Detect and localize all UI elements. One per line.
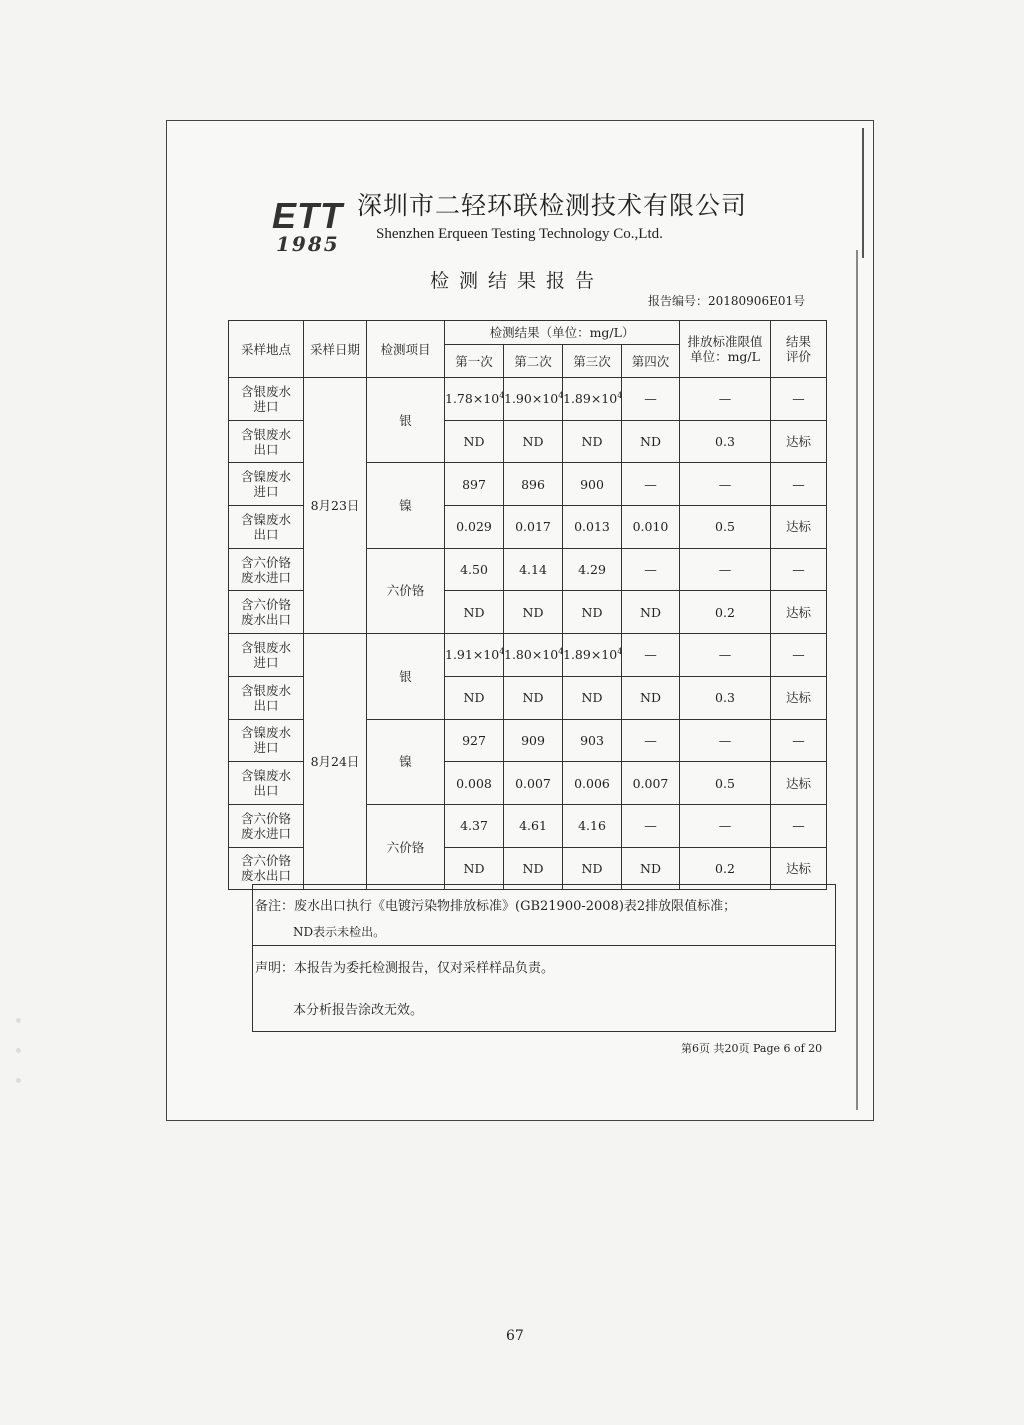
cell-run2-value: 896: [521, 476, 545, 492]
cell-run2-value: 4.14: [519, 562, 547, 578]
cell-site-value: 含六价铬废水进口: [240, 554, 291, 585]
cell-run1-value: 897: [462, 476, 486, 492]
cell-limit: [680, 676, 771, 719]
cell-eval: [771, 548, 827, 591]
cell-run4-value: —: [644, 647, 657, 663]
cell-site: [229, 676, 304, 719]
cell-run2-value: 0.017: [515, 519, 551, 535]
cell-limit-value: 0.5: [715, 519, 735, 535]
cell-eval-value: —: [792, 562, 805, 578]
cell-site-value: 含镍废水进口: [240, 725, 291, 756]
cell-eval-value: —: [792, 647, 805, 663]
cell-run3-value: 0.006: [574, 775, 610, 791]
cell-item: 银: [367, 634, 445, 719]
cell-limit-value: 0.5: [715, 775, 735, 791]
header-result-group: 检测结果（单位：mg/L）: [445, 321, 680, 345]
cell-run1: [445, 676, 504, 719]
cell-eval-value: 达标: [785, 519, 811, 535]
cell-run3: [563, 762, 622, 805]
cell-limit-value: —: [718, 647, 732, 663]
cell-eval: [771, 634, 827, 677]
cell-limit-value: —: [718, 818, 732, 834]
cell-run2-value: 909: [521, 732, 545, 748]
cell-site: [229, 506, 304, 549]
cell-run2: [504, 463, 563, 506]
cell-run3-value: 903: [580, 732, 604, 748]
company-name-cn: 深圳市二轻环联检测技术有限公司: [357, 191, 748, 220]
cell-run4: [622, 676, 680, 719]
cell-limit-value: 0.2: [715, 860, 735, 876]
cell-run2-value: 4.61: [519, 818, 547, 834]
cell-run3-value: 0.013: [574, 519, 610, 535]
report-title: 检测结果报告: [430, 270, 605, 292]
cell-run4: [622, 548, 680, 591]
cell-run2-value: ND: [522, 604, 544, 620]
cell-item: 镍: [367, 463, 445, 548]
cell-run1-value: 1.91×10: [445, 647, 500, 663]
cell-run1-value: ND: [463, 860, 485, 876]
cell-limit-value: —: [718, 732, 732, 748]
cell-limit-value: —: [718, 391, 732, 407]
cell-run2-value: ND: [522, 434, 544, 450]
cell-run4: [622, 719, 680, 762]
cell-eval-value: 达标: [785, 690, 811, 706]
cell-run4-value: —: [644, 391, 657, 407]
cell-date: 8月23日: [304, 378, 367, 634]
page-edge-line: [856, 250, 858, 1110]
cell-run4: [622, 378, 680, 421]
cell-run4: [622, 506, 680, 549]
cell-limit-value: —: [718, 562, 732, 578]
table-row: [229, 378, 827, 421]
cell-site-value: 含镍废水进口: [240, 469, 291, 500]
header-site: 采样地点: [229, 321, 304, 378]
page-edge-line: [862, 128, 864, 258]
table-row: [229, 634, 827, 677]
cell-run4: [622, 762, 680, 805]
notes-divider: [253, 945, 835, 946]
cell-run4-value: —: [644, 476, 657, 492]
cell-run1-value: 927: [462, 732, 486, 748]
cell-eval-value: 达标: [785, 604, 811, 620]
cell-site-value: 含六价铬废水出口: [240, 597, 291, 628]
cell-run2: [504, 506, 563, 549]
cell-item: 六价铬: [367, 804, 445, 889]
nd-note-text: ND表示未检出。: [293, 925, 386, 939]
cell-run1: [445, 506, 504, 549]
cell-run3: [563, 634, 622, 677]
cell-run2-value: 1.90×10: [504, 391, 559, 407]
cell-run4-value: ND: [640, 434, 661, 450]
statement-text-2: 本分析报告涂改无效。: [293, 1003, 424, 1018]
cell-item: 六价铬: [367, 548, 445, 633]
cell-eval: [771, 420, 827, 463]
cell-run1-value: 0.008: [456, 775, 492, 791]
cell-site: [229, 634, 304, 677]
cell-eval-value: 达标: [785, 775, 811, 791]
cell-eval: [771, 676, 827, 719]
cell-run2: [504, 378, 563, 421]
cell-eval: [771, 762, 827, 805]
cell-site: [229, 804, 304, 847]
cell-run1-value: ND: [463, 690, 485, 706]
cell-site: [229, 378, 304, 421]
cell-run4-value: ND: [640, 604, 661, 620]
report-number: 报告编号：20180906E01号: [648, 294, 806, 308]
cell-eval: [771, 591, 827, 634]
cell-run3: [563, 420, 622, 463]
cell-item: 银: [367, 378, 445, 463]
cell-site-value: 含银废水出口: [240, 426, 291, 457]
cell-eval: [771, 463, 827, 506]
header-run3: 第三次: [563, 345, 622, 378]
cell-limit-value: —: [718, 476, 732, 492]
cell-run3: [563, 676, 622, 719]
punch-hole: [16, 1078, 21, 1083]
notes-box: [252, 884, 836, 1032]
cell-run2-value: ND: [522, 690, 544, 706]
cell-run2-value: 0.007: [515, 775, 551, 791]
cell-site: [229, 762, 304, 805]
cell-site-value: 含银废水进口: [240, 639, 291, 670]
cell-limit-value: 0.3: [715, 690, 735, 706]
cell-limit: [680, 506, 771, 549]
cell-run3-value: ND: [581, 434, 603, 450]
cell-run2-value: ND: [522, 860, 544, 876]
cell-run4: [622, 804, 680, 847]
cell-eval: [771, 378, 827, 421]
cell-site-value: 含镍废水出口: [240, 768, 291, 799]
cell-run2: [504, 719, 563, 762]
cell-run3: [563, 506, 622, 549]
cell-limit: [680, 420, 771, 463]
cell-run1: [445, 463, 504, 506]
cell-run3: [563, 804, 622, 847]
cell-run4-value: —: [644, 732, 657, 748]
header-eval: 结果评价: [771, 321, 827, 378]
cell-site: [229, 463, 304, 506]
cell-run4-value: —: [644, 562, 657, 578]
cell-run1-exponent: 4: [499, 391, 505, 401]
cell-run4-value: 0.010: [632, 519, 669, 535]
cell-limit: [680, 463, 771, 506]
cell-run2: [504, 634, 563, 677]
cell-run2: [504, 762, 563, 805]
page-info: 第6页 共20页 Page 6 of 20: [681, 1042, 823, 1055]
cell-run4: [622, 463, 680, 506]
cell-run2-value: 1.80×10: [504, 647, 559, 663]
cell-run3: [563, 591, 622, 634]
header-date: 采样日期: [304, 321, 367, 378]
cell-run3-value: ND: [581, 604, 603, 620]
cell-run4: [622, 634, 680, 677]
cell-limit-value: 0.2: [715, 604, 735, 620]
cell-run1-value: 1.78×10: [445, 391, 500, 407]
cell-run2: [504, 804, 563, 847]
cell-run1-value: 0.029: [456, 519, 492, 535]
cell-run2-exponent: 4: [558, 391, 564, 401]
cell-site-value: 含银废水进口: [240, 383, 291, 414]
header-run2: 第二次: [504, 345, 563, 378]
cell-run4-value: ND: [640, 860, 661, 876]
cell-run1: [445, 804, 504, 847]
cell-run1: [445, 420, 504, 463]
statement-text: 声明：本报告为委托检测报告，仅对采样样品负责。: [255, 961, 555, 976]
cell-run4-value: —: [644, 818, 657, 834]
cell-limit: [680, 548, 771, 591]
cell-run3: [563, 548, 622, 591]
cell-site-value: 含银废水出口: [240, 682, 291, 713]
cell-run3-value: ND: [581, 690, 603, 706]
cell-limit: [680, 634, 771, 677]
punch-hole: [16, 1018, 21, 1023]
cell-limit: [680, 804, 771, 847]
cell-run1: [445, 762, 504, 805]
company-logo: [272, 195, 352, 258]
cell-run1: [445, 591, 504, 634]
page-number: 67: [506, 1328, 524, 1344]
cell-site: [229, 548, 304, 591]
cell-run3-value: 1.89×10: [563, 391, 618, 407]
cell-run3: [563, 463, 622, 506]
cell-run4-value: ND: [640, 690, 661, 706]
cell-eval-value: —: [792, 391, 805, 407]
company-name-en: Shenzhen Erqueen Testing Technology Co.,Ltd.: [376, 226, 663, 242]
results-table: [228, 320, 827, 890]
cell-run3-exponent: 4: [617, 647, 623, 657]
cell-eval-value: —: [792, 818, 805, 834]
cell-eval: [771, 719, 827, 762]
cell-eval: [771, 506, 827, 549]
remark-text: 备注：废水出口执行《电镀污染物排放标准》(GB21900-2008)表2排放限值标准；: [255, 899, 737, 914]
header-limit: 排放标准限值单位：mg/L: [680, 321, 771, 378]
cell-run1-value: ND: [463, 434, 485, 450]
cell-run2: [504, 676, 563, 719]
cell-run2: [504, 548, 563, 591]
cell-run1: [445, 634, 504, 677]
cell-run2: [504, 420, 563, 463]
cell-date: 8月24日: [304, 634, 367, 890]
cell-run3-value: 1.89×10: [563, 647, 618, 663]
cell-run1: [445, 548, 504, 591]
cell-run3-value: 900: [580, 476, 604, 492]
cell-run1-value: ND: [463, 604, 485, 620]
cell-eval-value: 达标: [785, 860, 811, 876]
cell-site-value: 含镍废水出口: [240, 511, 291, 542]
cell-limit: [680, 719, 771, 762]
cell-limit: [680, 762, 771, 805]
cell-run3-value: 4.29: [578, 562, 606, 578]
cell-run3: [563, 719, 622, 762]
cell-run3-value: 4.16: [578, 818, 606, 834]
cell-run1: [445, 719, 504, 762]
cell-run2-exponent: 4: [558, 647, 564, 657]
cell-site-value: 含六价铬废水出口: [240, 853, 291, 884]
cell-site: [229, 420, 304, 463]
cell-site: [229, 719, 304, 762]
cell-eval: [771, 804, 827, 847]
logo-text: ETT: [272, 195, 343, 236]
cell-run1-value: 4.50: [460, 562, 488, 578]
cell-limit-value: 0.3: [715, 434, 735, 450]
cell-item: 镍: [367, 719, 445, 804]
cell-run1: [445, 378, 504, 421]
cell-run2: [504, 591, 563, 634]
cell-site: [229, 591, 304, 634]
header-run4: 第四次: [622, 345, 680, 378]
cell-run4: [622, 591, 680, 634]
cell-limit: [680, 378, 771, 421]
logo-year: 1985: [276, 232, 340, 256]
cell-eval-value: —: [792, 732, 805, 748]
cell-run3-exponent: 4: [617, 391, 623, 401]
cell-site-value: 含六价铬废水进口: [240, 810, 291, 841]
header-run1: 第一次: [445, 345, 504, 378]
cell-limit: [680, 591, 771, 634]
cell-eval-value: —: [792, 476, 805, 492]
cell-run1-value: 4.37: [460, 818, 488, 834]
cell-run1-exponent: 4: [499, 647, 505, 657]
cell-eval-value: 达标: [785, 434, 811, 450]
cell-run4-value: 0.007: [632, 775, 669, 791]
punch-hole: [16, 1048, 21, 1053]
cell-run4: [622, 420, 680, 463]
header-item: 检测项目: [367, 321, 445, 378]
cell-run3: [563, 378, 622, 421]
cell-run3-value: ND: [581, 860, 603, 876]
